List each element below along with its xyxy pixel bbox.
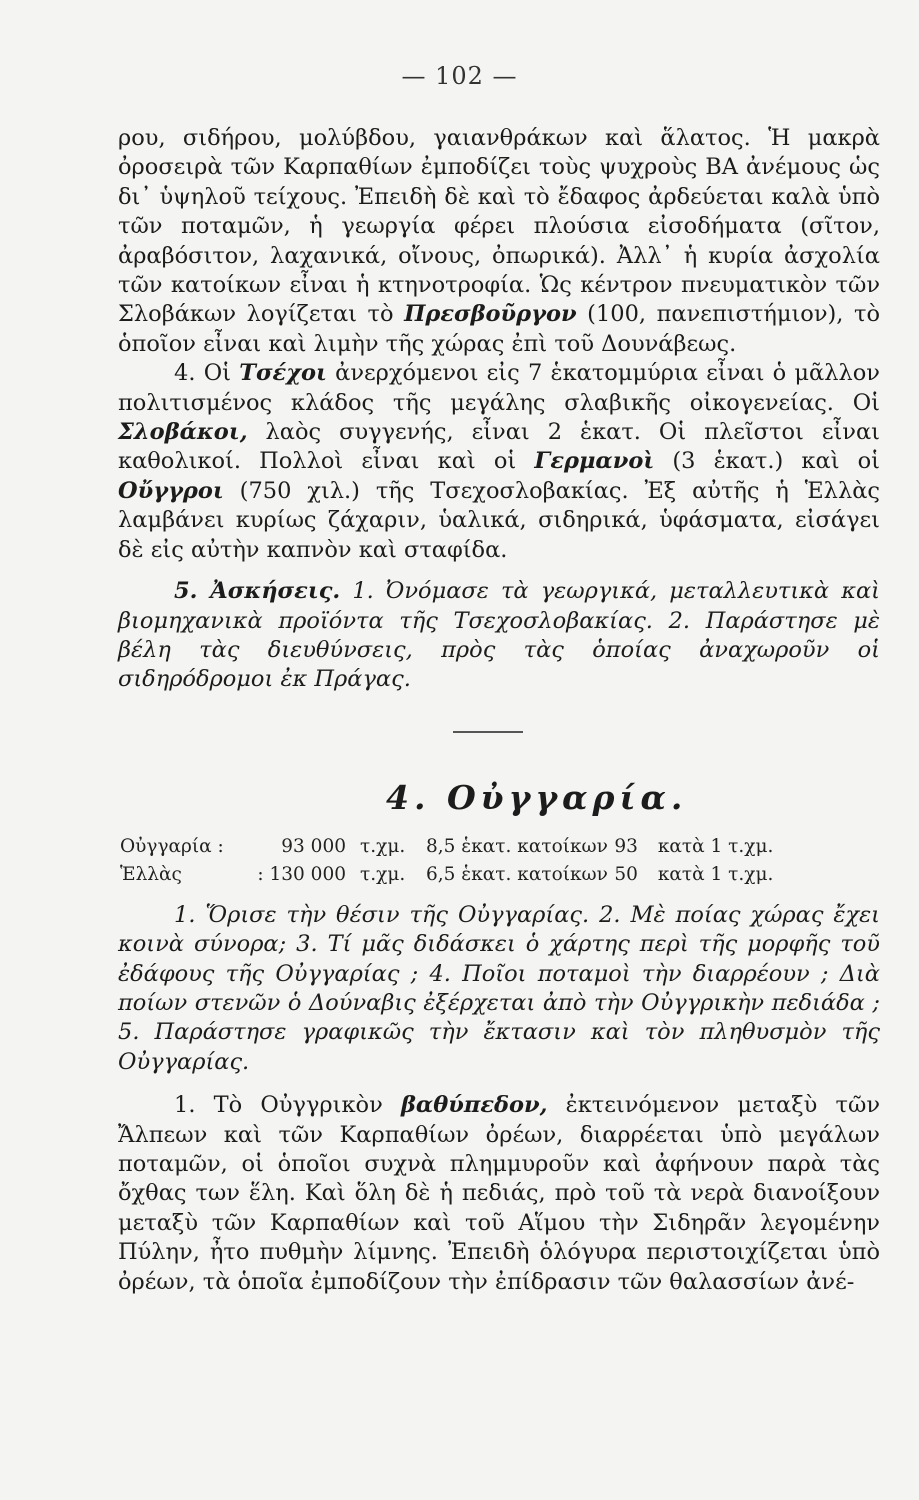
table-row [120, 861, 773, 889]
bold-term-germans: Γερμανοὶ [534, 448, 655, 475]
stat-area-unit: τ.χμ. [360, 863, 406, 885]
stat-area: : 130 000 [257, 863, 346, 885]
table-row [120, 833, 773, 861]
text: (100, πανεπιστήμιον), τὸ ὁποῖον εἶναι καὶ λιμὴν τῆς χώρας ἐπὶ τοῦ Δουνάβεως. [118, 301, 880, 357]
paragraph-peoples [118, 359, 880, 565]
text: ἐκτεινόμενον μεταξὺ τῶν Ἄλπεων καὶ τῶν Καρπαθίων ὀρέων, διαρρέεται ὑπὸ μεγάλων ποταμῶν, οἱ ὁποῖοι συχνὰ πλημμυροῦν καὶ ἀφήνουν παρὰ τὰς ὄχθας των ἕλη. Καὶ ὅλη δὲ ἡ πεδιάς, πρὸ τοῦ τὰ νερὰ διανοίξουν μεταξὺ τῶν Καρπαθίων καὶ τοῦ Αἵμου τὴν Σιδηρᾶν λεγομένην Πύλην, ἦτο πυθμὴν λίμνης. Ἐπειδὴ ὁλόγυρα περιστοιχίζεται ὑπὸ ὀρέων, τὰ ὁποῖα ἐμποδίζουν τὴν ἐπίδρασιν τῶν θαλασσίων ἀνέ- [118, 1092, 880, 1295]
text: 1. Ὀνόμασε τὰ γεωργικά, μεταλλευτικὰ καὶ βιομηχανικὰ προϊόντα τῆς Τσεχοσλοβακίας. 2. Παράστησε μὲ βέλη τὰς διευθύνσεις, πρὸς τὰς ὁποίας ἀναχωροῦν οἱ σιδηρόδρομοι ἐκ Πράγας. [118, 578, 881, 693]
stat-country: Ἑλλὰς [120, 863, 182, 885]
text: ἀνερχόμενοι εἰς 7 ἑκατομμύρια εἶναι ὁ μᾶλλον πολιτισμένος κλάδος τῆς μεγάλης σλαβικῆς οἰκογενείας. Οἱ [118, 360, 880, 416]
stats-table [120, 833, 773, 889]
text: (750 χιλ.) τῆς Τσεχοσλοβακίας. Ἐξ αὐτῆς ἡ Ἑλλὰς λαμβάνει κυρίως ζάχαριν, ὑαλικά, σιδηρικά, ὑφάσματα, εἰσάγει δὲ εἰς αὐτὴν καπνὸν καὶ σταφίδα. [118, 477, 880, 563]
stat-area: 93 000 [281, 835, 346, 857]
text: (3 ἑκατ.) καὶ οἱ [654, 448, 881, 475]
paragraph-basin [118, 1091, 880, 1297]
section-title: 4. Οὐγγαρία. [386, 777, 688, 817]
stat-density: 50 [614, 863, 638, 885]
stat-country: Οὐγγαρία : [120, 835, 224, 857]
bold-term-czechs: Τσέχοι [239, 360, 327, 387]
bold-term-basin: βαθύπεδον, [400, 1092, 548, 1119]
page-body [118, 124, 880, 1297]
stat-density-unit: κατὰ 1 τ.χμ. [657, 835, 774, 857]
text: ρου, σιδήρου, μολύβδου, γαιανθράκων καὶ ἅλατος. Ἡ μακρὰ ὀροσειρὰ τῶν Καρπαθίων ἐμποδίζει τοὺς ψυχροὺς ΒΑ ἀνέμους ὡς δι᾿ ὑψηλοῦ τείχους. Ἐπειδὴ δὲ καὶ τὸ ἔδαφος ἀρδεύεται καλὰ ὑπὸ τῶν ποταμῶν, ἡ γεωργία φέρει πλούσια εἰσοδήματα (σῖτον, ἀραβόσιτον, λαχανικά, οἴνους, ὀπωρικά). Ἀλλ᾿ ἡ κυρία ἀσχολία τῶν κατοίκων εἶναι ἡ κτηνοτροφία. Ὡς κέντρον πνευματικὸν τῶν Σλοβάκων λογίζεται τὸ [118, 125, 880, 328]
stat-population: 6,5 ἑκατ. κατοίκων [426, 863, 608, 885]
questions: 1. Ὅρισε τὴν θέσιν τῆς Οὐγγαρίας. 2. Μὲ ποίας χώρας ἔχει κοινὰ σύνορα; 3. Τί μᾶς διδάσκει ὁ χάρτης περὶ τῆς μορφῆς τοῦ ἐδάφους τῆς Οὐγγαρίας ; 4. Ποῖοι ποταμοὶ τὴν διαρρέουν ; Διὰ ποίων στενῶν ὁ Δούναβις ἐξέρχεται ἀπὸ τὴν Οὐγγρικὴν πεδιάδα ; 5. Παράστησε γραφικῶς τὴν ἔκτασιν καὶ τὸν πληθυσμὸν τῆς Οὐγγαρίας. [118, 901, 880, 1075]
stat-population: 8,5 ἑκατ. κατοίκων [426, 835, 608, 857]
bold-term-pressburg: Πρεσβοῦργον [404, 301, 577, 328]
stat-density-unit: κατὰ 1 τ.χμ. [657, 863, 774, 885]
text: λαὸς συγγενής, εἶναι 2 ἑκατ. Οἱ πλεῖστοι εἶναι καθολικοί. Πολλοὶ εἶναι καὶ οἱ [118, 419, 880, 475]
stat-area-unit: τ.χμ. [360, 835, 406, 857]
paragraph-slovakia [118, 124, 880, 359]
page-number: — 102 — [401, 62, 518, 90]
divider [453, 731, 523, 733]
bold-term-hungarians: Οὔγγροι [118, 477, 224, 504]
text: 1. Τὸ Οὐγγρικὸν [174, 1092, 401, 1119]
text: 4. Οἱ [174, 360, 240, 387]
exercises-heading: 5. Ἀσκήσεις. [174, 578, 341, 605]
stat-density: 93 [614, 835, 638, 857]
bold-term-slovaks: Σλοβάκοι, [118, 419, 248, 446]
paragraph-exercises [118, 577, 880, 695]
